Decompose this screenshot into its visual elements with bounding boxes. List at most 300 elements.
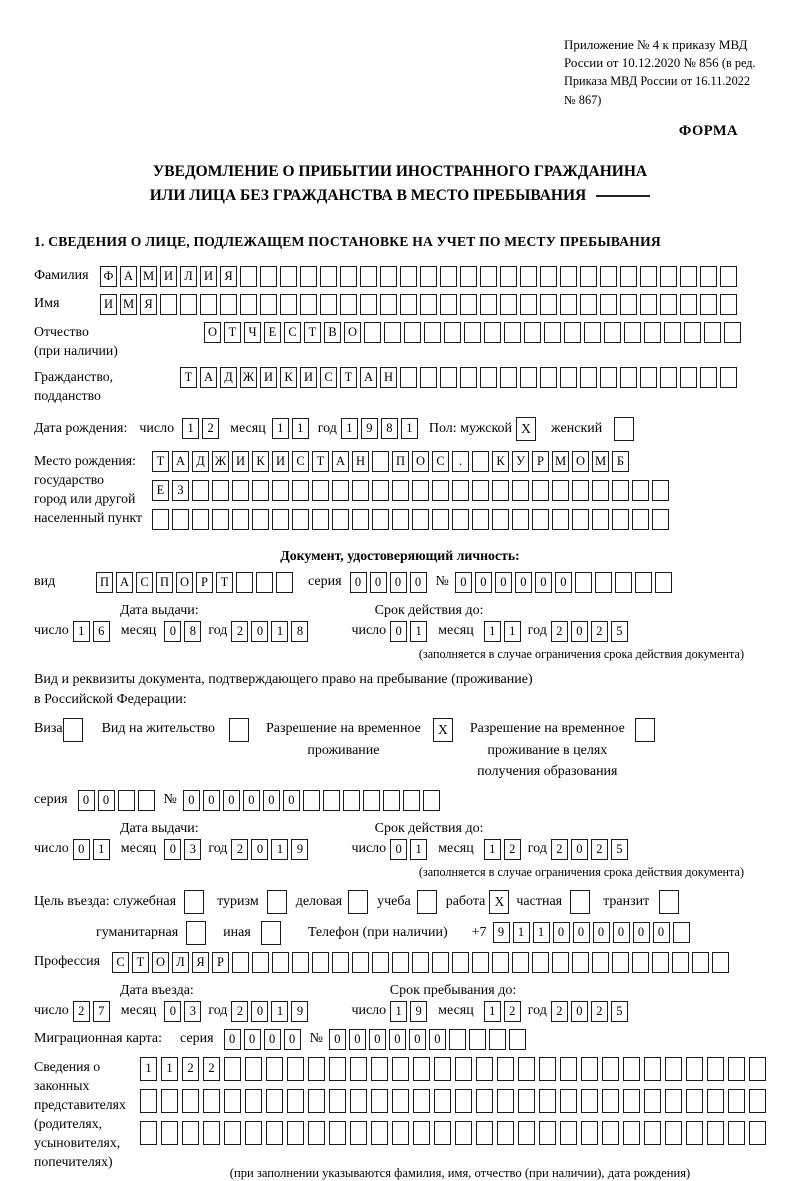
char-cell[interactable] <box>686 1089 703 1113</box>
char-cell[interactable] <box>350 1089 367 1113</box>
birthplace-row3-boxes[interactable] <box>152 509 672 530</box>
char-cell[interactable] <box>560 266 577 287</box>
char-cell[interactable] <box>707 1089 724 1113</box>
char-cell[interactable]: Т <box>216 572 233 593</box>
id-valid-day-boxes[interactable] <box>390 621 430 642</box>
permit-issue-day-boxes[interactable] <box>73 839 113 860</box>
char-cell[interactable] <box>560 1057 577 1081</box>
char-cell[interactable]: 3 <box>184 1001 201 1022</box>
char-cell[interactable] <box>655 572 672 593</box>
char-cell[interactable] <box>564 322 581 343</box>
char-cell[interactable] <box>380 266 397 287</box>
permit-valid-year-boxes[interactable] <box>551 839 631 860</box>
char-cell[interactable]: 1 <box>271 621 288 642</box>
char-cell[interactable] <box>665 1089 682 1113</box>
char-cell[interactable] <box>692 952 709 973</box>
char-cell[interactable] <box>640 294 657 315</box>
char-cell[interactable] <box>520 367 537 388</box>
char-cell[interactable] <box>400 266 417 287</box>
char-cell[interactable]: 2 <box>591 839 608 860</box>
char-cell[interactable] <box>140 1089 157 1113</box>
char-cell[interactable]: А <box>360 367 377 388</box>
char-cell[interactable] <box>592 952 609 973</box>
char-cell[interactable] <box>686 1057 703 1081</box>
char-cell[interactable] <box>340 266 357 287</box>
char-cell[interactable]: И <box>260 367 277 388</box>
char-cell[interactable]: В <box>324 322 341 343</box>
char-cell[interactable]: 0 <box>251 621 268 642</box>
char-cell[interactable] <box>320 266 337 287</box>
purpose-tourism-checkbox[interactable] <box>267 890 290 914</box>
char-cell[interactable] <box>392 1057 409 1081</box>
citizenship-boxes[interactable] <box>180 367 740 388</box>
char-cell[interactable] <box>444 322 461 343</box>
char-cell[interactable] <box>472 480 489 501</box>
char-cell[interactable]: 1 <box>140 1057 157 1081</box>
char-cell[interactable]: 0 <box>390 621 407 642</box>
sex-male-checkbox[interactable] <box>516 417 539 441</box>
char-cell[interactable]: П <box>392 451 409 472</box>
char-cell[interactable]: 2 <box>202 418 219 439</box>
char-cell[interactable]: 5 <box>611 621 628 642</box>
char-cell[interactable] <box>592 509 609 530</box>
char-cell[interactable]: 0 <box>571 1001 588 1022</box>
char-cell[interactable] <box>560 1089 577 1113</box>
char-cell[interactable] <box>371 1121 388 1145</box>
char-cell[interactable]: 2 <box>591 1001 608 1022</box>
char-cell[interactable] <box>440 294 457 315</box>
char-cell[interactable] <box>640 367 657 388</box>
char-cell[interactable] <box>497 1121 514 1145</box>
char-cell[interactable]: З <box>172 480 189 501</box>
char-cell[interactable]: 9 <box>291 1001 308 1022</box>
purpose-official-checkbox[interactable] <box>184 890 207 914</box>
char-cell[interactable]: 0 <box>389 1029 406 1050</box>
char-cell[interactable]: Б <box>612 451 629 472</box>
char-cell[interactable]: 0 <box>244 1029 261 1050</box>
char-cell[interactable]: М <box>140 266 157 287</box>
char-cell[interactable] <box>452 480 469 501</box>
legal-reps-row2-boxes[interactable] <box>140 1089 770 1113</box>
char-cell[interactable] <box>272 952 289 973</box>
char-cell[interactable] <box>581 1121 598 1145</box>
char-cell[interactable] <box>392 1089 409 1113</box>
char-cell[interactable]: К <box>280 367 297 388</box>
char-cell[interactable] <box>138 790 155 811</box>
char-cell[interactable] <box>420 266 437 287</box>
char-cell[interactable] <box>540 294 557 315</box>
char-cell[interactable] <box>552 480 569 501</box>
char-cell[interactable] <box>404 322 421 343</box>
char-cell[interactable] <box>684 322 701 343</box>
char-cell[interactable]: 1 <box>272 418 289 439</box>
char-cell[interactable] <box>240 294 257 315</box>
char-cell[interactable]: 2 <box>231 839 248 860</box>
char-cell[interactable] <box>412 480 429 501</box>
char-cell[interactable]: 0 <box>251 1001 268 1022</box>
char-cell[interactable] <box>220 294 237 315</box>
char-cell[interactable] <box>484 322 501 343</box>
char-cell[interactable] <box>292 509 309 530</box>
char-cell[interactable]: 0 <box>613 922 630 943</box>
char-cell[interactable] <box>449 1029 466 1050</box>
permit-number-boxes[interactable] <box>183 790 443 811</box>
stay-year-boxes[interactable] <box>551 1001 631 1022</box>
char-cell[interactable] <box>600 367 617 388</box>
char-cell[interactable] <box>300 294 317 315</box>
char-cell[interactable]: О <box>176 572 193 593</box>
char-cell[interactable]: Ж <box>240 367 257 388</box>
char-cell[interactable]: 1 <box>161 1057 178 1081</box>
char-cell[interactable] <box>518 1121 535 1145</box>
char-cell[interactable]: 1 <box>271 1001 288 1022</box>
char-cell[interactable]: 0 <box>370 572 387 593</box>
char-cell[interactable]: 0 <box>73 839 90 860</box>
char-cell[interactable]: Т <box>304 322 321 343</box>
char-cell[interactable] <box>350 1121 367 1145</box>
char-cell[interactable] <box>600 294 617 315</box>
char-cell[interactable] <box>615 572 632 593</box>
char-cell[interactable] <box>664 322 681 343</box>
char-cell[interactable] <box>260 266 277 287</box>
birth-year-boxes[interactable] <box>341 418 421 439</box>
char-cell[interactable] <box>348 890 368 914</box>
char-cell[interactable]: 1 <box>410 621 427 642</box>
char-cell[interactable] <box>140 1121 157 1145</box>
char-cell[interactable]: 0 <box>251 839 268 860</box>
char-cell[interactable]: О <box>152 952 169 973</box>
char-cell[interactable] <box>539 1089 556 1113</box>
char-cell[interactable]: И <box>200 266 217 287</box>
char-cell[interactable] <box>412 952 429 973</box>
permit-series-boxes[interactable] <box>78 790 158 811</box>
char-cell[interactable] <box>712 952 729 973</box>
char-cell[interactable] <box>413 1089 430 1113</box>
char-cell[interactable] <box>329 1089 346 1113</box>
char-cell[interactable] <box>489 1029 506 1050</box>
char-cell[interactable] <box>203 1121 220 1145</box>
char-cell[interactable] <box>232 952 249 973</box>
char-cell[interactable]: Р <box>532 451 549 472</box>
char-cell[interactable] <box>412 509 429 530</box>
char-cell[interactable] <box>476 1089 493 1113</box>
char-cell[interactable]: Е <box>264 322 281 343</box>
char-cell[interactable]: 0 <box>410 572 427 593</box>
visa-checkbox[interactable] <box>63 718 86 742</box>
char-cell[interactable]: С <box>292 451 309 472</box>
char-cell[interactable] <box>707 1057 724 1081</box>
char-cell[interactable]: 5 <box>611 839 628 860</box>
char-cell[interactable] <box>440 266 457 287</box>
char-cell[interactable] <box>332 952 349 973</box>
char-cell[interactable] <box>352 952 369 973</box>
char-cell[interactable] <box>620 367 637 388</box>
char-cell[interactable] <box>707 1121 724 1145</box>
char-cell[interactable] <box>640 266 657 287</box>
char-cell[interactable] <box>492 952 509 973</box>
char-cell[interactable] <box>520 266 537 287</box>
char-cell[interactable] <box>332 509 349 530</box>
char-cell[interactable] <box>245 1057 262 1081</box>
char-cell[interactable]: 0 <box>429 1029 446 1050</box>
char-cell[interactable] <box>184 890 204 914</box>
char-cell[interactable] <box>540 367 557 388</box>
char-cell[interactable] <box>312 952 329 973</box>
char-cell[interactable] <box>652 480 669 501</box>
char-cell[interactable] <box>432 509 449 530</box>
char-cell[interactable] <box>312 480 329 501</box>
char-cell[interactable] <box>720 294 737 315</box>
char-cell[interactable]: 0 <box>223 790 240 811</box>
entry-day-boxes[interactable] <box>73 1001 113 1022</box>
char-cell[interactable] <box>492 509 509 530</box>
char-cell[interactable]: 0 <box>203 790 220 811</box>
char-cell[interactable] <box>434 1121 451 1145</box>
char-cell[interactable] <box>392 480 409 501</box>
char-cell[interactable]: Я <box>140 294 157 315</box>
char-cell[interactable]: 2 <box>203 1057 220 1081</box>
char-cell[interactable]: 0 <box>349 1029 366 1050</box>
char-cell[interactable] <box>600 266 617 287</box>
char-cell[interactable] <box>532 480 549 501</box>
char-cell[interactable] <box>472 952 489 973</box>
char-cell[interactable]: 9 <box>361 418 378 439</box>
char-cell[interactable]: 0 <box>573 922 590 943</box>
char-cell[interactable]: X <box>489 890 509 914</box>
char-cell[interactable] <box>572 952 589 973</box>
char-cell[interactable] <box>152 509 169 530</box>
char-cell[interactable] <box>400 294 417 315</box>
char-cell[interactable] <box>364 322 381 343</box>
temp-residence-checkbox[interactable] <box>433 718 456 742</box>
char-cell[interactable]: 1 <box>390 1001 407 1022</box>
permit-valid-month-boxes[interactable] <box>484 839 524 860</box>
char-cell[interactable]: 7 <box>93 1001 110 1022</box>
char-cell[interactable]: 2 <box>231 1001 248 1022</box>
char-cell[interactable] <box>182 1089 199 1113</box>
char-cell[interactable] <box>612 952 629 973</box>
char-cell[interactable] <box>728 1057 745 1081</box>
char-cell[interactable] <box>400 367 417 388</box>
char-cell[interactable]: 8 <box>381 418 398 439</box>
char-cell[interactable] <box>660 367 677 388</box>
char-cell[interactable]: 0 <box>593 922 610 943</box>
char-cell[interactable] <box>192 480 209 501</box>
char-cell[interactable] <box>403 790 420 811</box>
birthplace-row1-boxes[interactable] <box>152 451 672 472</box>
char-cell[interactable]: К <box>252 451 269 472</box>
char-cell[interactable] <box>560 367 577 388</box>
char-cell[interactable] <box>518 1089 535 1113</box>
char-cell[interactable]: Я <box>220 266 237 287</box>
char-cell[interactable] <box>520 294 537 315</box>
char-cell[interactable] <box>455 1057 472 1081</box>
char-cell[interactable] <box>161 1089 178 1113</box>
char-cell[interactable] <box>728 1089 745 1113</box>
char-cell[interactable] <box>480 294 497 315</box>
char-cell[interactable] <box>172 509 189 530</box>
char-cell[interactable]: . <box>452 451 469 472</box>
char-cell[interactable] <box>224 1089 241 1113</box>
char-cell[interactable] <box>580 266 597 287</box>
char-cell[interactable]: С <box>136 572 153 593</box>
char-cell[interactable]: 2 <box>231 621 248 642</box>
char-cell[interactable]: Д <box>192 451 209 472</box>
char-cell[interactable]: С <box>284 322 301 343</box>
char-cell[interactable]: 2 <box>182 1057 199 1081</box>
char-cell[interactable] <box>392 509 409 530</box>
char-cell[interactable] <box>660 294 677 315</box>
char-cell[interactable]: 0 <box>224 1029 241 1050</box>
char-cell[interactable] <box>118 790 135 811</box>
char-cell[interactable]: 1 <box>73 621 90 642</box>
char-cell[interactable] <box>472 509 489 530</box>
char-cell[interactable] <box>572 480 589 501</box>
char-cell[interactable] <box>350 1057 367 1081</box>
char-cell[interactable]: 0 <box>78 790 95 811</box>
char-cell[interactable]: 0 <box>455 572 472 593</box>
id-issue-year-boxes[interactable] <box>231 621 311 642</box>
char-cell[interactable]: 0 <box>555 572 572 593</box>
char-cell[interactable]: 1 <box>484 839 501 860</box>
char-cell[interactable] <box>212 509 229 530</box>
char-cell[interactable] <box>432 480 449 501</box>
char-cell[interactable]: 1 <box>533 922 550 943</box>
char-cell[interactable] <box>180 294 197 315</box>
surname-boxes[interactable] <box>100 266 740 287</box>
char-cell[interactable]: 0 <box>264 1029 281 1050</box>
purpose-business-checkbox[interactable] <box>348 890 371 914</box>
char-cell[interactable] <box>464 322 481 343</box>
id-kind-boxes[interactable] <box>96 572 296 593</box>
char-cell[interactable] <box>256 572 273 593</box>
char-cell[interactable]: 0 <box>164 621 181 642</box>
char-cell[interactable] <box>200 294 217 315</box>
id-number-boxes[interactable] <box>455 572 675 593</box>
entry-year-boxes[interactable] <box>231 1001 311 1022</box>
char-cell[interactable] <box>252 952 269 973</box>
char-cell[interactable] <box>392 952 409 973</box>
char-cell[interactable]: 0 <box>283 790 300 811</box>
char-cell[interactable] <box>672 952 689 973</box>
char-cell[interactable]: О <box>572 451 589 472</box>
char-cell[interactable]: 0 <box>535 572 552 593</box>
char-cell[interactable] <box>308 1089 325 1113</box>
char-cell[interactable] <box>644 1057 661 1081</box>
char-cell[interactable] <box>644 1089 661 1113</box>
char-cell[interactable] <box>532 509 549 530</box>
purpose-private-checkbox[interactable] <box>570 890 593 914</box>
char-cell[interactable] <box>476 1121 493 1145</box>
purpose-work-checkbox[interactable] <box>489 890 512 914</box>
char-cell[interactable]: 0 <box>390 572 407 593</box>
char-cell[interactable]: 8 <box>184 621 201 642</box>
char-cell[interactable] <box>245 1089 262 1113</box>
char-cell[interactable] <box>186 921 206 945</box>
char-cell[interactable]: И <box>160 266 177 287</box>
char-cell[interactable] <box>700 367 717 388</box>
char-cell[interactable] <box>720 266 737 287</box>
char-cell[interactable]: 0 <box>164 1001 181 1022</box>
char-cell[interactable]: 0 <box>183 790 200 811</box>
permit-issue-year-boxes[interactable] <box>231 839 311 860</box>
char-cell[interactable] <box>455 1121 472 1145</box>
char-cell[interactable] <box>192 509 209 530</box>
char-cell[interactable] <box>161 1121 178 1145</box>
char-cell[interactable]: М <box>592 451 609 472</box>
char-cell[interactable] <box>560 1121 577 1145</box>
char-cell[interactable]: Я <box>192 952 209 973</box>
char-cell[interactable] <box>581 1089 598 1113</box>
char-cell[interactable]: М <box>552 451 569 472</box>
char-cell[interactable] <box>635 572 652 593</box>
char-cell[interactable]: 5 <box>611 1001 628 1022</box>
char-cell[interactable]: 1 <box>271 839 288 860</box>
char-cell[interactable] <box>340 294 357 315</box>
char-cell[interactable] <box>272 509 289 530</box>
char-cell[interactable]: И <box>300 367 317 388</box>
char-cell[interactable]: А <box>116 572 133 593</box>
char-cell[interactable] <box>623 1089 640 1113</box>
char-cell[interactable] <box>266 1057 283 1081</box>
char-cell[interactable]: 9 <box>493 922 510 943</box>
char-cell[interactable] <box>497 1057 514 1081</box>
char-cell[interactable] <box>612 509 629 530</box>
birth-month-boxes[interactable] <box>272 418 312 439</box>
char-cell[interactable] <box>332 480 349 501</box>
char-cell[interactable] <box>620 266 637 287</box>
char-cell[interactable]: С <box>320 367 337 388</box>
char-cell[interactable] <box>680 294 697 315</box>
char-cell[interactable] <box>266 1121 283 1145</box>
char-cell[interactable]: 1 <box>401 418 418 439</box>
char-cell[interactable] <box>700 266 717 287</box>
char-cell[interactable] <box>592 480 609 501</box>
purpose-humanitarian-checkbox[interactable] <box>186 921 209 945</box>
char-cell[interactable] <box>500 266 517 287</box>
char-cell[interactable] <box>252 509 269 530</box>
char-cell[interactable] <box>580 367 597 388</box>
char-cell[interactable] <box>560 294 577 315</box>
char-cell[interactable] <box>580 294 597 315</box>
char-cell[interactable] <box>452 509 469 530</box>
char-cell[interactable] <box>380 294 397 315</box>
char-cell[interactable] <box>602 1089 619 1113</box>
char-cell[interactable] <box>352 509 369 530</box>
char-cell[interactable] <box>371 1057 388 1081</box>
char-cell[interactable]: 0 <box>653 922 670 943</box>
char-cell[interactable]: О <box>344 322 361 343</box>
char-cell[interactable] <box>749 1121 766 1145</box>
permit-issue-month-boxes[interactable] <box>164 839 204 860</box>
char-cell[interactable] <box>632 952 649 973</box>
char-cell[interactable]: 9 <box>291 839 308 860</box>
char-cell[interactable]: Д <box>220 367 237 388</box>
char-cell[interactable]: Т <box>180 367 197 388</box>
char-cell[interactable]: 2 <box>591 621 608 642</box>
char-cell[interactable] <box>518 1057 535 1081</box>
entry-month-boxes[interactable] <box>164 1001 204 1022</box>
char-cell[interactable] <box>182 1121 199 1145</box>
char-cell[interactable] <box>292 480 309 501</box>
char-cell[interactable]: 0 <box>390 839 407 860</box>
char-cell[interactable] <box>532 952 549 973</box>
char-cell[interactable] <box>635 718 655 742</box>
char-cell[interactable] <box>512 480 529 501</box>
char-cell[interactable] <box>460 266 477 287</box>
stay-day-boxes[interactable] <box>390 1001 430 1022</box>
char-cell[interactable] <box>287 1057 304 1081</box>
